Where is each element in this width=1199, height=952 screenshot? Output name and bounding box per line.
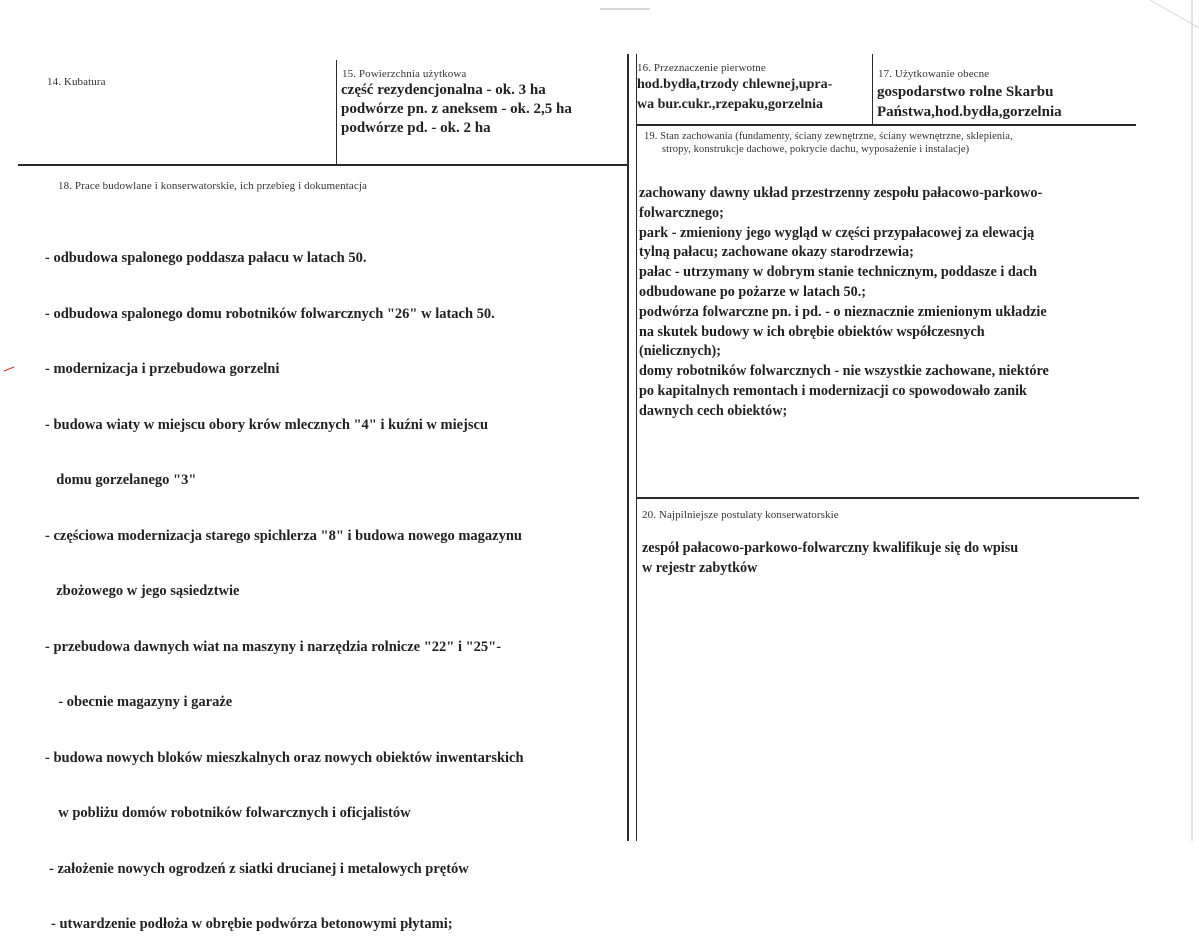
field-18-line: domu gorzelanego "3" <box>49 472 197 488</box>
divider-v-17 <box>872 54 873 125</box>
divider-h-top-right <box>636 124 1136 126</box>
field-17-label: 17. Użytkowanie obecne <box>878 68 990 80</box>
field-18-line: zbożowego w jego sąsiedztwie <box>49 583 240 599</box>
field-18-line: - odbudowa spalonego domu robotników folwarcznych "26" w latach 50. <box>45 305 495 322</box>
field-19-line: dawnych cech obiektów; <box>639 402 788 419</box>
field-19-line: po kapitalnych remontach i modernizacji co spowodowało zanik <box>639 382 1027 399</box>
field-15-line: podwórze pn. z aneksem - ok. 2,5 ha <box>341 101 572 117</box>
field-17-line: gospodarstwo rolne Skarbu <box>877 84 1054 100</box>
field-19-line: (nielicznych); <box>639 343 721 360</box>
field-15-line: podwórze pd. - ok. 2 ha <box>341 120 491 136</box>
field-19-line: tylną pałacu; zachowane okazy starodrzewia; <box>639 244 914 261</box>
field-18-line: - przebudowa dawnych wiat na maszyny i narzędzia rolnicze "22" i "25"- <box>45 638 502 655</box>
field-16-line: hod.bydła,trzody chlewnej,upra- <box>637 77 833 92</box>
divider-v-main <box>627 54 629 841</box>
field-18-label: 18. Prace budowlane i konserwatorskie, ich przebieg i dokumentacja <box>58 180 367 192</box>
field-20-line: zespół pałacowo-parkowo-folwarczny kwalifikuje się do wpisu <box>642 540 1019 556</box>
field-15-value <box>341 81 572 138</box>
field-18-line: - modernizacja i przebudowa gorzelni <box>45 361 280 377</box>
field-18-line: - utwardzenie podłoża w obrębie podwórza betonowymi płytami; <box>51 916 453 932</box>
divider-h-top-left <box>18 164 628 166</box>
field-20-line: w rejestr zabytków <box>642 560 758 576</box>
field-20-label: 20. Najpilniejsze postulaty konserwatorskie <box>642 509 839 521</box>
field-19-label <box>644 130 1013 156</box>
field-16-line: wa bur.cukr.,rzepaku,gorzelnia <box>637 97 824 112</box>
field-19-line: park - zmieniony jego wygląd w części przypałacowej za elewacją <box>639 224 1035 241</box>
field-14-label: 14. Kubatura <box>47 76 106 88</box>
divider-v-15 <box>336 60 337 166</box>
field-19-line: podwórza folwarczne pn. i pd. - o nieznacznie zmienionym układzie <box>639 303 1047 320</box>
field-16-value <box>637 75 832 115</box>
field-19-line: odbudowane po pożarze w latach 50.; <box>639 283 867 300</box>
field-18-line: - obecnie magazyny i garaże <box>51 694 233 710</box>
field-19-label-line: stropy, konstrukcje dachowe, pokrycie dachu, wyposażenie i instalacje) <box>662 144 970 155</box>
field-18-value <box>45 212 524 952</box>
divider-h-20 <box>636 497 1139 499</box>
field-19-line: folwarcznego; <box>639 204 724 221</box>
field-17-line: Państwa,hod.bydła,gorzelnia <box>877 104 1062 120</box>
field-15-label: 15. Powierzchnia użytkowa <box>342 68 467 80</box>
field-19-label-line: 19. Stan zachowania (fundamenty, ściany zewnętrzne, ściany wewnętrzne, sklepienia, <box>644 131 1013 142</box>
field-18-line: - budowa wiaty w miejscu obory krów mlecznych "4" i kuźni w miejscu <box>45 416 489 433</box>
field-20-value <box>642 538 1018 578</box>
field-19-line: na skutek budowy w ich obrębie obiektów współczesnych <box>639 323 985 340</box>
field-15-line: część rezydencjonalna - ok. 3 ha <box>341 82 546 98</box>
field-18-line: - częściowa modernizacja starego spichlerza "8" i budowa nowego magazynu <box>45 527 522 544</box>
field-19-line: zachowany dawny układ przestrzenny zespołu pałacowo-parkowo- <box>639 185 1043 201</box>
field-18-line: - założenie nowych ogrodzeń z siatki drucianej i metalowych prętów <box>49 860 469 877</box>
divider-v-19 <box>636 54 637 841</box>
field-18-line: - budowa nowych bloków mieszkalnych oraz nowych obiektów inwentarskich <box>45 749 524 766</box>
field-17-value <box>877 82 1062 122</box>
field-18-line: - odbudowa spalonego poddasza pałacu w latach 50. <box>45 250 367 266</box>
field-19-line: pałac - utrzymany w dobrym stanie technicznym, poddasze i dach <box>639 264 1038 281</box>
field-18-line: w pobliżu domów robotników folwarcznych i oficjalistów <box>51 805 411 821</box>
field-19-line: domy robotników folwarcznych - nie wszystkie zachowane, niektóre <box>639 363 1049 380</box>
field-19-value <box>639 184 1049 422</box>
field-16-label: 16. Przeznaczenie pierwotne <box>637 62 766 74</box>
